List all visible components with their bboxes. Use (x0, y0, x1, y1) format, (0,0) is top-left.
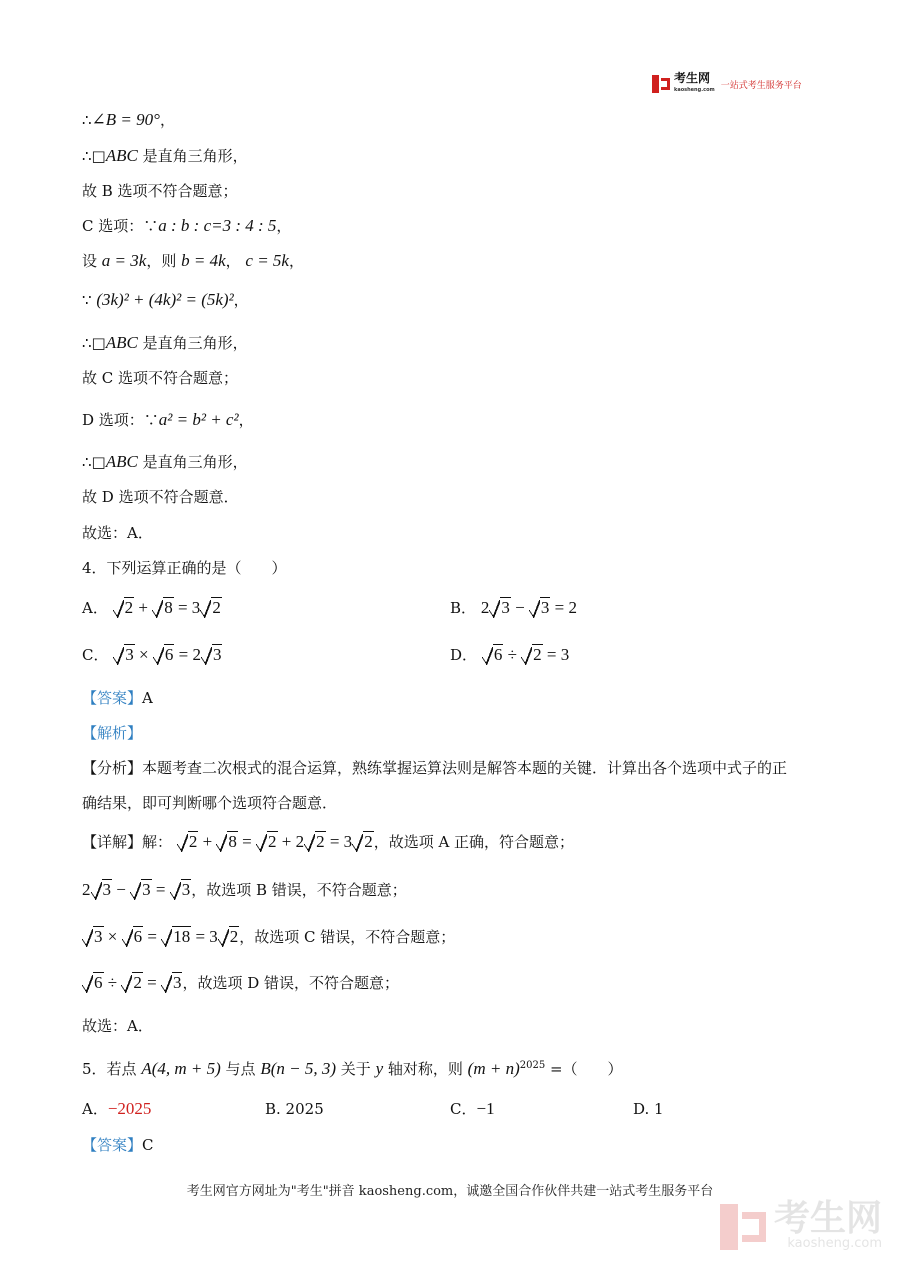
watermark (720, 1198, 882, 1251)
logo-slogan: 一站式考生服务平台 (720, 80, 802, 91)
q4-option-a: A． 2 + 8 = 3 2 (82, 598, 221, 617)
q4-option-c: C． 3 × 6 = 2 3 (82, 645, 222, 664)
q5-option-a: A．−2025 (82, 1099, 152, 1118)
q5-stem: 5．若点 A(4, m + 5) 与点 B(n − 5, 3) 关于 y 轴对称，则 $(m + n)^{2025}$ =（ ） (82, 1059, 623, 1078)
line-option-c-ratio: C 选项：∵a : b : c=3 : 4 : 5， (82, 216, 292, 235)
line-angle-b: ∴∠B = 90°， (82, 110, 175, 129)
q5-option-d: D. 1 (633, 1100, 664, 1118)
q5-option-c: C．−1 (450, 1099, 495, 1118)
q4-detail-c: 3 × 6 = 18 = 3 2，故选项 C 错误，不符合题意； (82, 927, 455, 947)
line-right-triangle-b: ∴□ABC 是直角三角形， (82, 146, 248, 165)
q4-detail-b: 2 3 − 3 = 3，故选项 B 错误，不符合题意； (82, 880, 407, 899)
q4-analysis-tag: 【解析】 (82, 724, 143, 742)
logo-name: 考生网 kaosheng.com (674, 72, 715, 96)
q4-answer: 【答案】A (82, 689, 153, 707)
line-pythagoras-k: ∵ (3k)² + (4k)² = (5k)²， (82, 290, 249, 309)
q4-option-d: D． 6 ÷ 2 = 3 (450, 645, 570, 664)
line-q3-final-choice: 故选：A． (82, 524, 153, 542)
line-option-c-set: 设 a = 3k，则 b = 4k， c = 5k， (82, 251, 304, 270)
header-logo (652, 72, 802, 96)
watermark-name: 考生网 (773, 1198, 882, 1239)
line-option-d-equation: D 选项：∵a² = b² + c²， (82, 410, 254, 429)
q4-conclusion: 故选：A． (82, 1017, 153, 1035)
line-right-triangle-c: ∴□ABC 是直角三角形， (82, 333, 248, 352)
kaosheng-logo-icon (652, 75, 670, 93)
page-footer: 考生网官方网址为"考生"拼音 kaosheng.com，诚邀全国合作伙伴共建一站式考生服务平台 (186, 1184, 714, 1199)
kaosheng-watermark-icon (720, 1204, 766, 1250)
line-option-d-conclusion: 故 D 选项不符合题意． (82, 488, 239, 506)
line-option-b-conclusion: 故 B 选项不符合题意； (82, 182, 238, 200)
q4-detail-d: 6 ÷ 2 = 3，故选项 D 错误，不符合题意； (82, 973, 399, 993)
line-right-triangle-d: ∴□ABC 是直角三角形， (82, 452, 248, 471)
q4-fenxi-line-2: 确结果，即可判断哪个选项符合题意． (82, 794, 338, 812)
line-option-c-conclusion: 故 C 选项不符合题意； (82, 369, 239, 387)
q5-option-b: B. 2025 (265, 1100, 324, 1118)
q4-detail-a: 【详解】解： 2 + 8 = 2 + 2 2 = 3 2，故选项 A 正确，符合题意； (82, 832, 575, 851)
logo-url: kaosheng.com (674, 87, 715, 93)
watermark-url: kaosheng.com (787, 1236, 882, 1251)
q4-option-b: B． 2 3 − 3 = 2 (450, 598, 577, 617)
q4-stem: 4．下列运算正确的是（ ） (82, 559, 287, 577)
q5-answer: 【答案】C (82, 1136, 154, 1154)
q4-fenxi-line-1: 【分析】本题考查二次根式的混合运算，熟练掌握运算法则是解答本题的关键．计算出各个选项中式子的正 (82, 759, 788, 777)
